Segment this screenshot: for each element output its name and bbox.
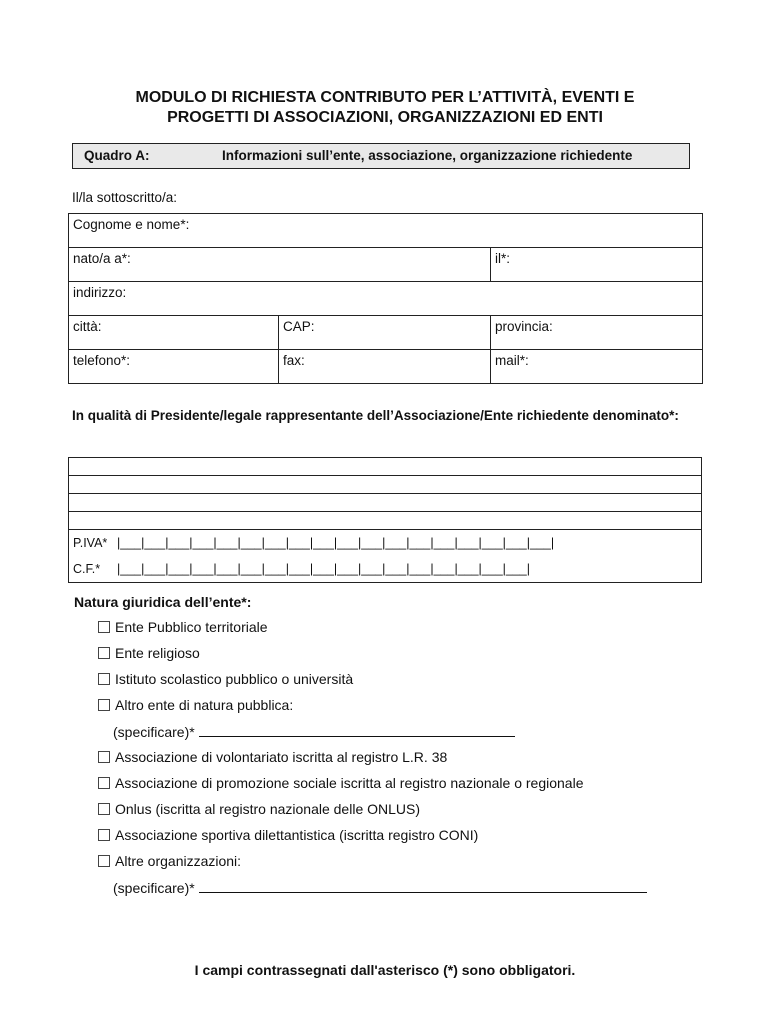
provincia-field[interactable] xyxy=(491,316,703,350)
piva-row[interactable] xyxy=(69,530,701,556)
il-label: il*: xyxy=(495,251,511,266)
option-label: Altro ente di natura pubblica: xyxy=(115,697,294,713)
ente-name-box xyxy=(68,457,702,583)
cognome-nome-label: Cognome e nome*: xyxy=(73,217,190,232)
title-line-2: PROGETTI DI ASSOCIAZIONI, ORGANIZZAZIONI ED ENTI xyxy=(167,109,603,126)
nato-a-field[interactable] xyxy=(69,248,491,282)
fax-field[interactable] xyxy=(279,350,491,384)
option-altre-organizzazioni[interactable] xyxy=(98,852,647,878)
nato-a-label: nato/a a*: xyxy=(73,251,131,266)
citta-field[interactable] xyxy=(69,316,279,350)
telefono-label: telefono*: xyxy=(73,353,131,368)
ente-name-line[interactable] xyxy=(69,476,701,494)
title-line-1: MODULO DI RICHIESTA CONTRIBUTO PER L’ATTIVITÀ, EVENTI E xyxy=(135,89,635,106)
fax-label: fax: xyxy=(283,353,305,368)
mail-label: mail*: xyxy=(495,353,529,368)
cap-field[interactable] xyxy=(279,316,491,350)
section-header-quadro-a xyxy=(72,143,690,169)
telefono-field[interactable] xyxy=(69,350,279,384)
form-title xyxy=(40,88,730,128)
indirizzo-field[interactable] xyxy=(69,282,703,316)
cf-cells: |___|___|___|___|___|___|___|___|___|___|___|___|___|___|___|___|___| xyxy=(117,562,530,576)
option-label: Ente religioso xyxy=(115,645,200,661)
checkbox[interactable] xyxy=(98,855,110,867)
option-ente-religioso[interactable] xyxy=(98,644,647,670)
specificare-label: (specificare)* xyxy=(113,724,195,740)
natura-giuridica-options xyxy=(98,618,647,904)
option-ente-pubblico[interactable] xyxy=(98,618,647,644)
mail-field[interactable] xyxy=(491,350,703,384)
option-sportiva[interactable] xyxy=(98,826,647,852)
indirizzo-label: indirizzo: xyxy=(73,285,127,300)
specificare-input-2[interactable] xyxy=(199,878,647,893)
specificare-row-2 xyxy=(98,878,647,904)
section-title: Informazioni sull’ente, associazione, organizzazione richiedente xyxy=(222,148,633,163)
option-label: Ente Pubblico territoriale xyxy=(115,619,268,635)
cf-label: C.F.* xyxy=(73,562,101,576)
checkbox[interactable] xyxy=(98,751,110,763)
option-label: Altre organizzazioni: xyxy=(115,853,242,869)
cognome-nome-field[interactable] xyxy=(69,214,703,248)
intro-text: Il/la sottoscritto/a: xyxy=(72,190,178,205)
checkbox[interactable] xyxy=(98,829,110,841)
option-onlus[interactable] xyxy=(98,800,647,826)
option-volontariato[interactable] xyxy=(98,748,647,774)
option-label: Associazione di promozione sociale iscritta al registro nazionale o regionale xyxy=(115,775,584,791)
option-label: Istituto scolastico pubblico o università xyxy=(115,671,354,687)
natura-giuridica-title: Natura giuridica dell’ente*: xyxy=(74,594,252,610)
cap-label: CAP: xyxy=(283,319,315,334)
specificare-row-1 xyxy=(98,722,647,748)
option-altro-ente-pubblico[interactable] xyxy=(98,696,647,722)
ente-name-line[interactable] xyxy=(69,458,701,476)
option-label: Onlus (iscritta al registro nazionale delle ONLUS) xyxy=(115,801,421,817)
option-label: Associazione di volontariato iscritta al registro L.R. 38 xyxy=(115,749,448,765)
checkbox[interactable] xyxy=(98,647,110,659)
footer-note: I campi contrassegnati dall'asterisco (*) sono obbligatori. xyxy=(194,962,576,978)
provincia-label: provincia: xyxy=(495,319,553,334)
ente-name-line[interactable] xyxy=(69,512,701,530)
checkbox[interactable] xyxy=(98,803,110,815)
data-nascita-field[interactable] xyxy=(491,248,703,282)
cf-row[interactable] xyxy=(69,556,701,582)
specificare-label: (specificare)* xyxy=(113,880,195,896)
option-istituto-scolastico[interactable] xyxy=(98,670,647,696)
specificare-input-1[interactable] xyxy=(199,722,515,737)
applicant-details-table xyxy=(68,213,703,384)
checkbox[interactable] xyxy=(98,699,110,711)
checkbox[interactable] xyxy=(98,621,110,633)
option-promozione-sociale[interactable] xyxy=(98,774,647,800)
option-label: Associazione sportiva dilettantistica (iscritta registro CONI) xyxy=(115,827,479,843)
section-label: Quadro A: xyxy=(84,148,150,163)
checkbox[interactable] xyxy=(98,777,110,789)
piva-cells: |___|___|___|___|___|___|___|___|___|___|___|___|___|___|___|___|___|___| xyxy=(117,536,555,550)
citta-label: città: xyxy=(73,319,102,334)
ente-name-line[interactable] xyxy=(69,494,701,512)
piva-label: P.IVA* xyxy=(73,536,108,550)
checkbox[interactable] xyxy=(98,673,110,685)
qualita-text: In qualità di Presidente/legale rappresentante dell’Associazione/Ente richiedente denominato*: xyxy=(72,408,679,423)
